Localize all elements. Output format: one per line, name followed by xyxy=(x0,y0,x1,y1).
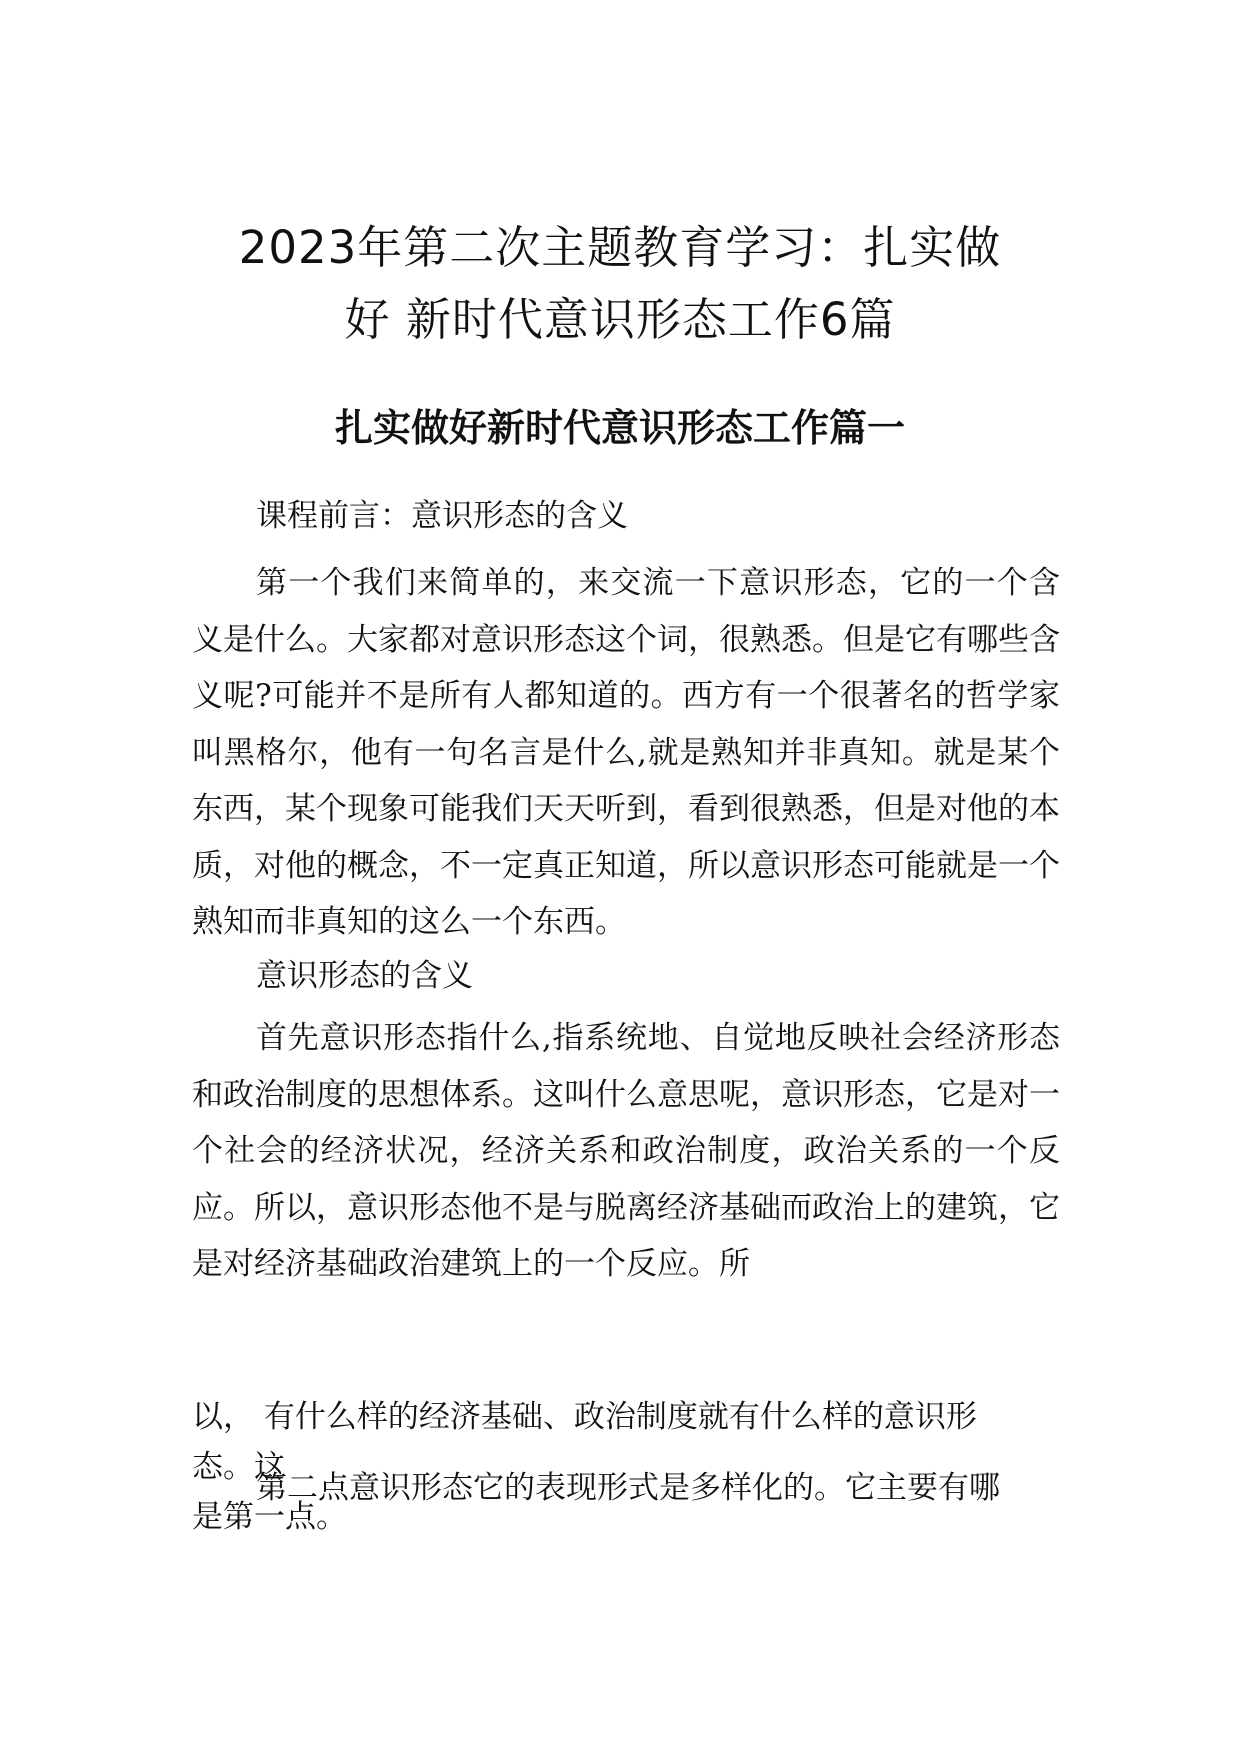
tail-line-3: 是第一点。 xyxy=(192,1499,347,1535)
document-title xyxy=(190,212,1050,356)
tail-line-2: 态。这 xyxy=(192,1449,285,1485)
document-title-line-1: 2023年第二次主题教育学习：扎实做 xyxy=(238,221,1002,274)
document-title-line-2: 好 新时代意识形态工作6篇 xyxy=(344,293,896,346)
third-paragraph: 第二点意识形态它的表现形式是多样化的。它主要有哪 xyxy=(256,1470,1000,1506)
subheading-paragraph: 意识形态的含义 xyxy=(256,958,473,994)
section-heading: 扎实做好新时代意识形态工作篇一 xyxy=(334,406,905,450)
second-paragraph: 首先意识形态指什么,指系统地、自觉地反映社会经济形态和政治制度的思想体系。这叫什么意思呢，意识形态，它是对一个社会的经济状况，经济关系和政治制度，政治关系的一个反应。所以，意识形态他不是与脱离经济基础而政治上的建筑，它是对经济基础政治建筑上的一个反应。所 xyxy=(192,1020,1060,1282)
tail-line-1: 以， 有什么样的经济基础、政治制度就有什么样的意识形 xyxy=(192,1399,977,1435)
first-paragraph: 第一个我们来简单的，来交流一下意识形态，它的一个含义是什么。大家都对意识形态这个词，很熟悉。但是它有哪些含义呢?可能并不是所有人都知道的。西方有一个很著名的哲学家叫黑格尔，他有一句名言是什么,就是熟知并非真知。就是某个东西，某个现象可能我们天天听到，看到很熟悉，但是对他的本质，对他的概念，不一定真正知道，所以意识形态可能就是一个熟知而非真知的这么一个东西。 xyxy=(192,565,1060,940)
intro-paragraph: 课程前言：意识形态的含义 xyxy=(256,498,628,534)
